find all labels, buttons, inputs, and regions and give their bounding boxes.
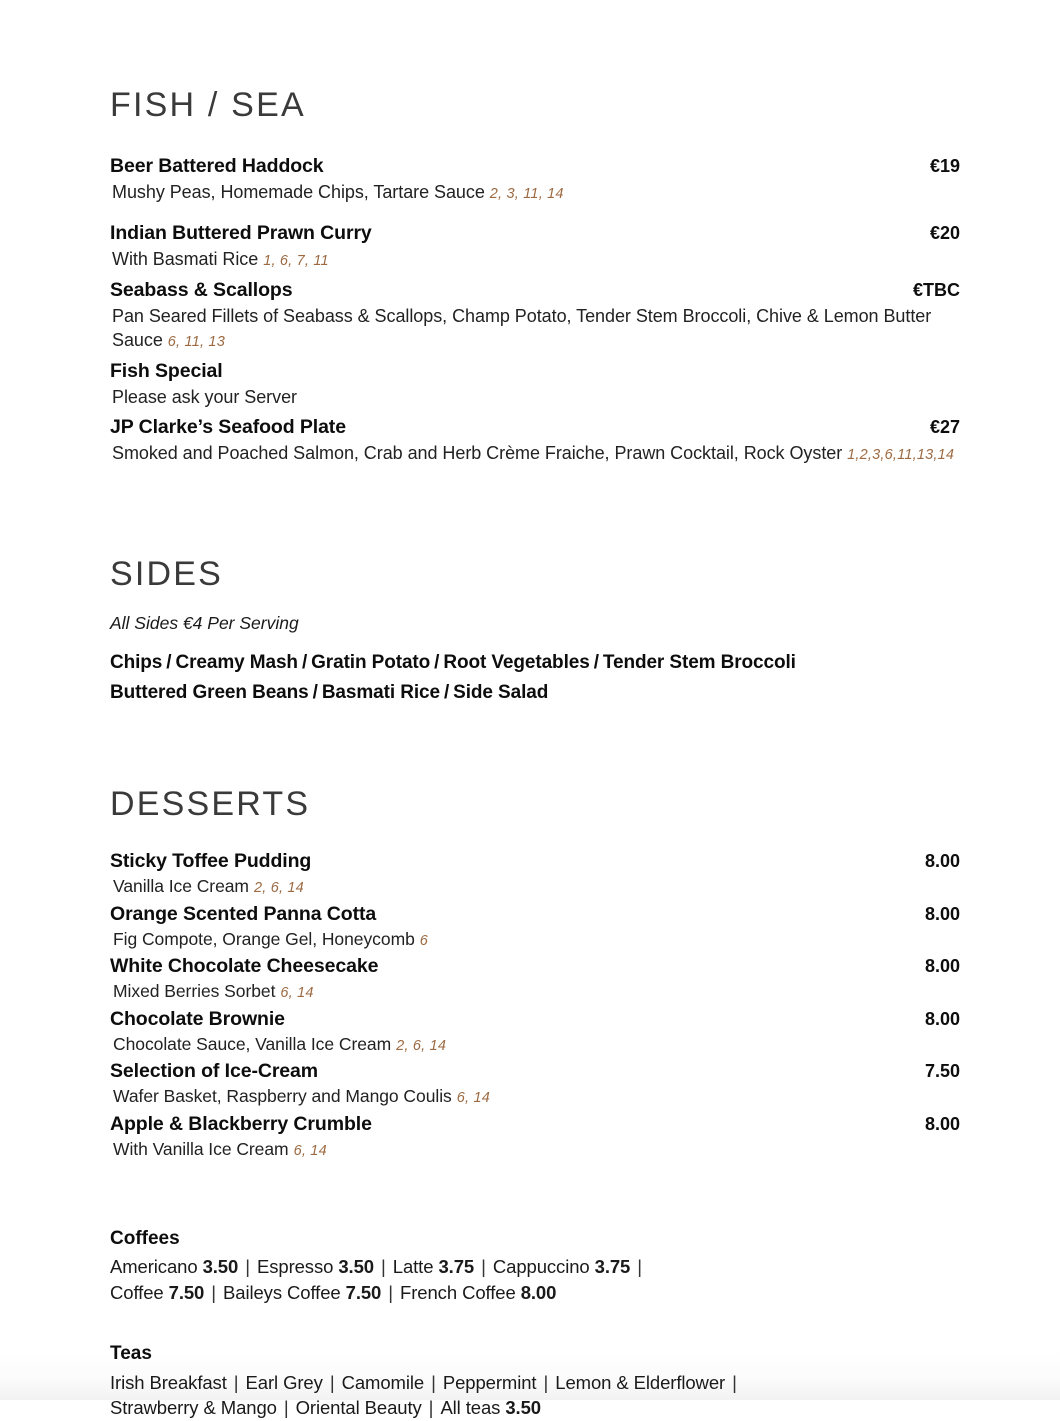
- desserts-item-list: [110, 849, 960, 1161]
- menu-item-header: [110, 902, 960, 928]
- menu-item-price: 8.00: [924, 851, 960, 872]
- menu-item: [110, 902, 960, 952]
- drinks-line: [110, 1254, 960, 1280]
- drink-name: Latte: [392, 1256, 434, 1278]
- section-fish-sea: [110, 0, 960, 465]
- sides-separator: /: [593, 652, 599, 674]
- sides-separator: /: [443, 681, 450, 703]
- allergen-codes: 6: [419, 932, 429, 949]
- drink-item: [223, 1282, 381, 1303]
- menu-item-description: [113, 1085, 960, 1109]
- drinks-block-teas: [110, 1340, 960, 1421]
- drinks-line: [110, 1395, 960, 1421]
- section-sides: [110, 465, 960, 707]
- drink-name: Strawberry & Mango: [110, 1397, 277, 1419]
- menu-item-description: [113, 928, 960, 952]
- menu-item: [110, 154, 960, 204]
- drink-name: Espresso: [256, 1256, 334, 1278]
- menu-item: [110, 1059, 960, 1109]
- drink-price: 3.50: [338, 1256, 374, 1278]
- sides-separator: /: [434, 652, 440, 674]
- menu-item-description-text: Wafer Basket, Raspberry and Mango Coulis: [113, 1086, 452, 1107]
- menu-item-description-text: With Vanilla Ice Cream: [113, 1138, 289, 1159]
- menu-item-price: 8.00: [924, 1114, 960, 1135]
- side-item: Gratin Potato: [311, 652, 431, 674]
- drink-name: Americano: [110, 1256, 198, 1278]
- menu-item-price: 8.00: [924, 1008, 960, 1029]
- allergen-codes: 2, 3, 11, 14: [489, 185, 564, 202]
- side-item: Creamy Mash: [175, 652, 298, 674]
- menu-item-header: [110, 278, 960, 304]
- menu-item-name: Apple & Blackberry Crumble: [110, 1113, 372, 1136]
- menu-item-description: [113, 875, 960, 899]
- drink-item: [296, 1397, 422, 1418]
- menu-item-header: [110, 1112, 960, 1138]
- drink-separator: |: [632, 1256, 642, 1278]
- sides-price-note: All Sides €4 Per Serving: [110, 613, 299, 634]
- menu-item-name: Chocolate Brownie: [110, 1007, 285, 1030]
- drink-item: [257, 1256, 374, 1277]
- menu-item-price: 8.00: [924, 903, 960, 924]
- sides-separator: /: [166, 652, 172, 674]
- drink-price: 7.50: [345, 1281, 382, 1303]
- menu-item-description-text: Smoked and Poached Salmon, Crab and Herb Crème Fraiche, Prawn Cocktail, Rock Oyster: [112, 442, 843, 463]
- menu-item: [110, 415, 960, 465]
- drink-item: [393, 1256, 474, 1277]
- menu-item-name: White Chocolate Cheesecake: [110, 955, 379, 978]
- menu-item-description: [112, 247, 960, 272]
- menu-item-description: [112, 304, 960, 353]
- menu-item-header: [110, 849, 960, 875]
- menu-item: [110, 359, 960, 409]
- drink-item: [555, 1372, 725, 1393]
- allergen-codes: 6, 11, 13: [167, 334, 225, 351]
- sides-line: [110, 678, 960, 707]
- menu-item-description: [112, 441, 960, 466]
- menu-item-header: [110, 154, 960, 180]
- menu-item-description: [113, 1138, 960, 1162]
- allergen-codes: 1, 6, 7, 11: [263, 253, 329, 270]
- drink-price: 3.75: [438, 1256, 475, 1278]
- side-item: Tender Stem Broccoli: [602, 652, 796, 674]
- menu-item-description-text: Pan Seared Fillets of Seabass & Scallops, Champ Potato, Tender Stem Broccoli, Chive & Lemon Butter Sauce: [112, 305, 932, 351]
- drink-separator: |: [426, 1371, 441, 1393]
- sides-separator: /: [312, 681, 318, 703]
- drink-item: [110, 1282, 204, 1303]
- menu-item-description-text: Vanilla Ice Cream: [113, 876, 249, 897]
- menu-item: [110, 221, 960, 271]
- sides-line: [110, 648, 960, 677]
- drink-separator: |: [228, 1371, 244, 1393]
- menu-item-description-text: With Basmati Rice: [112, 249, 259, 270]
- drinks-list: [110, 1225, 960, 1421]
- menu-item-header: [110, 415, 960, 441]
- menu-item-description-text: Mushy Peas, Homemade Chips, Tartare Sauce: [112, 181, 485, 202]
- drink-item: [110, 1372, 227, 1393]
- menu-item-name: Seabass & Scallops: [110, 278, 293, 301]
- drink-item: [400, 1282, 556, 1303]
- drink-name: Lemon & Elderflower: [555, 1371, 726, 1393]
- drink-name: Cappuccino: [492, 1256, 590, 1278]
- menu-item-price: €20: [929, 223, 960, 244]
- drink-name: All teas: [440, 1397, 501, 1419]
- drink-name: Baileys Coffee: [223, 1281, 341, 1303]
- drinks-line: [110, 1370, 960, 1396]
- drink-item: [440, 1397, 541, 1418]
- section-title-fish-sea: FISH / SEA: [110, 86, 306, 124]
- drink-item: [493, 1256, 630, 1277]
- drinks-block-coffees: [110, 1225, 960, 1306]
- drinks-heading: Coffees: [110, 1227, 180, 1249]
- drink-name: Earl Grey: [245, 1371, 323, 1393]
- drink-separator: |: [727, 1371, 737, 1393]
- drink-price: 3.75: [594, 1256, 631, 1278]
- side-item: Chips: [110, 652, 163, 674]
- menu-item: [110, 954, 960, 1004]
- drink-item: [246, 1372, 323, 1393]
- menu-item-price: €19: [929, 156, 960, 176]
- menu-item-name: JP Clarke’s Seafood Plate: [110, 416, 346, 439]
- allergen-codes: 6, 14: [293, 1142, 327, 1159]
- menu-item-name: Beer Battered Haddock: [110, 155, 324, 177]
- drink-item: [342, 1372, 424, 1393]
- menu-item-header: [110, 954, 960, 980]
- drinks-line: [110, 1280, 960, 1306]
- menu-item-description-text: Chocolate Sauce, Vanilla Ice Cream: [113, 1033, 392, 1054]
- drink-separator: |: [240, 1256, 255, 1278]
- drink-price: 8.00: [520, 1281, 557, 1303]
- menu-item-name: Fish Special: [110, 359, 223, 382]
- menu-item-description-text: Fig Compote, Orange Gel, Honeycomb: [113, 928, 415, 949]
- allergen-codes: 1,2,3,6,11,13,14: [847, 446, 955, 463]
- allergen-codes: 6, 14: [456, 1090, 491, 1107]
- menu-item-header: [110, 359, 960, 385]
- drink-item: [443, 1372, 537, 1393]
- menu-item-name: Indian Buttered Prawn Curry: [110, 222, 372, 245]
- menu-item-name: Orange Scented Panna Cotta: [110, 902, 377, 925]
- menu-item: [110, 849, 960, 899]
- menu-item-header: [110, 1007, 960, 1033]
- side-item: Root Vegetables: [443, 652, 590, 674]
- menu-item-name: Selection of Ice-Cream: [110, 1060, 319, 1083]
- menu-item-price: €TBC: [912, 279, 960, 300]
- menu-item-description-text: Mixed Berries Sorbet: [113, 981, 276, 1002]
- drink-name: Coffee: [110, 1281, 164, 1303]
- menu-item-header: [110, 1059, 960, 1085]
- menu-item-description-text: Please ask your Server: [112, 386, 297, 407]
- allergen-codes: 6, 14: [280, 985, 314, 1002]
- drink-price: 3.50: [202, 1256, 239, 1278]
- side-item: Basmati Rice: [321, 681, 440, 703]
- allergen-codes: 2, 6, 14: [396, 1037, 447, 1054]
- drink-name: Camomile: [341, 1371, 425, 1393]
- drink-separator: |: [324, 1371, 340, 1393]
- menu-item-price: 7.50: [924, 1061, 960, 1082]
- section-title-sides: SIDES: [110, 555, 224, 594]
- menu-item-description: [113, 980, 960, 1004]
- drink-separator: |: [278, 1397, 294, 1419]
- section-drinks: [110, 1162, 960, 1421]
- menu-item-header: [110, 221, 960, 247]
- menu-item: [110, 1112, 960, 1162]
- menu-item: [110, 278, 960, 353]
- menu-item: [110, 1007, 960, 1057]
- drink-separator: |: [206, 1281, 222, 1303]
- side-item: Side Salad: [453, 681, 549, 703]
- drink-item: [110, 1397, 277, 1418]
- drink-separator: |: [476, 1256, 491, 1278]
- drink-price: 7.50: [168, 1281, 205, 1303]
- menu-item-description: [112, 385, 960, 409]
- drink-name: Oriental Beauty: [295, 1397, 422, 1419]
- menu-item-price: 8.00: [924, 956, 960, 977]
- drink-separator: |: [538, 1371, 554, 1393]
- drink-separator: |: [423, 1397, 439, 1419]
- drink-separator: |: [383, 1281, 399, 1303]
- menu-item-price: €27: [929, 417, 960, 438]
- fish-item-list: [110, 154, 960, 465]
- section-title-desserts: DESSERTS: [110, 785, 311, 824]
- menu-item-name: Sticky Toffee Pudding: [110, 850, 312, 873]
- sides-item-list: [110, 648, 960, 707]
- drink-name: Irish Breakfast: [110, 1371, 227, 1393]
- drink-separator: |: [375, 1256, 391, 1278]
- drink-name: Peppermint: [442, 1371, 537, 1393]
- drinks-heading: Teas: [110, 1343, 152, 1365]
- drink-item: [110, 1256, 238, 1277]
- drink-name: French Coffee: [400, 1281, 516, 1303]
- drink-price: 3.50: [505, 1397, 541, 1419]
- menu-item-description: [112, 180, 960, 205]
- sides-separator: /: [301, 652, 308, 674]
- menu-item-description: [113, 1033, 960, 1057]
- section-desserts: [110, 707, 960, 1161]
- side-item: Buttered Green Beans: [110, 681, 309, 703]
- allergen-codes: 2, 6, 14: [253, 880, 304, 897]
